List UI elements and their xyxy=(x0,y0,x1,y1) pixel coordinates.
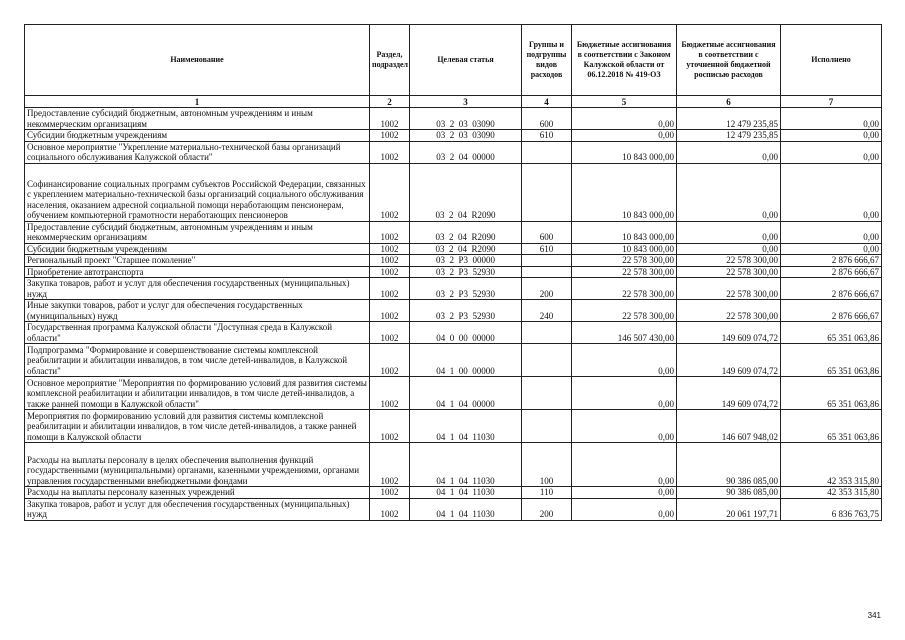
row-executed: 65 351 063,86 xyxy=(781,377,882,410)
row-name: Предоставление субсидий бюджетным, автономным учреждениям и иным некоммерческим организациям xyxy=(25,221,370,243)
row-target: 03 2 04 R2090 xyxy=(410,243,522,255)
table-row xyxy=(25,163,882,221)
row-law-allocation: 22 578 300,00 xyxy=(572,278,677,300)
row-section: 1002 xyxy=(370,130,410,142)
row-name: Закупка товаров, работ и услуг для обеспечения государственных (муниципальных) нужд xyxy=(25,278,370,300)
header-law-allocation: Бюджетные ассигнования в соответствии с Законом Калужской области от 06.12.2018 № 419-ОЗ xyxy=(572,25,677,96)
row-executed: 65 351 063,86 xyxy=(781,410,882,443)
row-group: 200 xyxy=(522,278,572,300)
row-name: Приобретение автотранспорта xyxy=(25,266,370,278)
row-executed: 2 876 666,67 xyxy=(781,266,882,278)
row-refined-allocation: 149 609 074,72 xyxy=(677,377,781,410)
row-target: 03 2 P3 52930 xyxy=(410,300,522,322)
row-name: Расходы на выплаты персоналу в целях обеспечения выполнения функций государственными (муниципальными) органами, казенными учреждениями, органами управления государственными внебюджетными фондами xyxy=(25,443,370,487)
row-law-allocation: 10 843 000,00 xyxy=(572,163,677,221)
table-row xyxy=(25,443,882,487)
row-group xyxy=(522,255,572,267)
table-row xyxy=(25,130,882,142)
table-body xyxy=(25,108,882,521)
header-target: Целевая статья xyxy=(410,25,522,96)
row-law-allocation: 0,00 xyxy=(572,487,677,499)
row-target: 04 1 04 11030 xyxy=(410,487,522,499)
row-target: 04 1 00 00000 xyxy=(410,344,522,377)
row-group xyxy=(522,141,572,163)
row-section: 1002 xyxy=(370,410,410,443)
row-target: 03 2 04 R2090 xyxy=(410,221,522,243)
row-name: Расходы на выплаты персоналу казенных учреждений xyxy=(25,487,370,499)
row-group xyxy=(522,410,572,443)
row-name: Региональный проект "Старшее поколение" xyxy=(25,255,370,267)
table-row xyxy=(25,221,882,243)
row-name: Закупка товаров, работ и услуг для обеспечения государственных (муниципальных) нужд xyxy=(25,498,370,520)
row-refined-allocation: 146 607 948,02 xyxy=(677,410,781,443)
row-section: 1002 xyxy=(370,300,410,322)
col-number: 4 xyxy=(522,96,572,108)
row-target: 03 2 P3 52930 xyxy=(410,278,522,300)
row-target: 04 1 04 11030 xyxy=(410,410,522,443)
row-group: 110 xyxy=(522,487,572,499)
table-row xyxy=(25,243,882,255)
row-refined-allocation: 20 061 197,71 xyxy=(677,498,781,520)
row-target: 03 2 P3 52930 xyxy=(410,266,522,278)
row-executed: 2 876 666,67 xyxy=(781,255,882,267)
row-law-allocation: 0,00 xyxy=(572,443,677,487)
row-section: 1002 xyxy=(370,163,410,221)
row-group: 610 xyxy=(522,130,572,142)
table-row xyxy=(25,498,882,520)
row-refined-allocation: 22 578 300,00 xyxy=(677,300,781,322)
row-section: 1002 xyxy=(370,266,410,278)
row-target: 03 2 04 R2090 xyxy=(410,163,522,221)
row-name: Мероприятия по формированию условий для развития системы комплексной реабилитации и абилитации инвалидов, в том числе детей-инвалидов, а также ранней помощи в Калужской области xyxy=(25,410,370,443)
row-refined-allocation: 90 386 085,00 xyxy=(677,487,781,499)
row-group xyxy=(522,322,572,344)
row-refined-allocation: 0,00 xyxy=(677,141,781,163)
row-law-allocation: 22 578 300,00 xyxy=(572,255,677,267)
row-group: 600 xyxy=(522,108,572,130)
row-target: 03 2 03 03090 xyxy=(410,130,522,142)
col-number: 7 xyxy=(781,96,882,108)
row-law-allocation: 0,00 xyxy=(572,498,677,520)
row-name: Субсидии бюджетным учреждениям xyxy=(25,243,370,255)
row-group xyxy=(522,377,572,410)
row-executed: 42 353 315,80 xyxy=(781,487,882,499)
table-row xyxy=(25,344,882,377)
table-row xyxy=(25,266,882,278)
row-refined-allocation: 149 609 074,72 xyxy=(677,322,781,344)
row-executed: 0,00 xyxy=(781,243,882,255)
table-row xyxy=(25,108,882,130)
row-refined-allocation: 0,00 xyxy=(677,163,781,221)
table-row xyxy=(25,487,882,499)
row-name: Государственная программа Калужской области "Доступная среда в Калужской области" xyxy=(25,322,370,344)
row-executed: 0,00 xyxy=(781,130,882,142)
row-refined-allocation: 22 578 300,00 xyxy=(677,255,781,267)
row-section: 1002 xyxy=(370,498,410,520)
row-law-allocation: 22 578 300,00 xyxy=(572,266,677,278)
row-section: 1002 xyxy=(370,487,410,499)
header-name: Наименование xyxy=(25,25,370,96)
row-name: Иные закупки товаров, работ и услуг для обеспечения государственных (муниципальных) нужд xyxy=(25,300,370,322)
col-number: 5 xyxy=(572,96,677,108)
col-number: 2 xyxy=(370,96,410,108)
row-group: 200 xyxy=(522,498,572,520)
table-row xyxy=(25,255,882,267)
row-law-allocation: 0,00 xyxy=(572,344,677,377)
row-target: 04 0 00 00000 xyxy=(410,322,522,344)
row-law-allocation: 22 578 300,00 xyxy=(572,300,677,322)
row-executed: 2 876 666,67 xyxy=(781,278,882,300)
row-group: 240 xyxy=(522,300,572,322)
row-target: 04 1 04 00000 xyxy=(410,377,522,410)
row-law-allocation: 0,00 xyxy=(572,377,677,410)
row-executed: 0,00 xyxy=(781,163,882,221)
header-row xyxy=(25,25,882,96)
row-section: 1002 xyxy=(370,141,410,163)
row-executed: 0,00 xyxy=(781,221,882,243)
row-section: 1002 xyxy=(370,344,410,377)
row-section: 1002 xyxy=(370,243,410,255)
row-target: 03 2 03 03090 xyxy=(410,108,522,130)
table-row xyxy=(25,141,882,163)
budget-table xyxy=(24,24,882,521)
row-target: 04 1 04 11030 xyxy=(410,443,522,487)
table-row xyxy=(25,278,882,300)
row-group xyxy=(522,266,572,278)
row-refined-allocation: 12 479 235,85 xyxy=(677,108,781,130)
row-group xyxy=(522,344,572,377)
header-section: Раздел, подраздел xyxy=(370,25,410,96)
row-law-allocation: 10 843 000,00 xyxy=(572,141,677,163)
header-refined-allocation: Бюджетные ассигнования в соответствии с уточненной бюджетной росписью расходов xyxy=(677,25,781,96)
row-law-allocation: 0,00 xyxy=(572,130,677,142)
row-law-allocation: 10 843 000,00 xyxy=(572,243,677,255)
row-name: Предоставление субсидий бюджетным, автономным учреждениям и иным некоммерческим организациям xyxy=(25,108,370,130)
row-executed: 65 351 063,86 xyxy=(781,322,882,344)
row-law-allocation: 146 507 430,00 xyxy=(572,322,677,344)
row-section: 1002 xyxy=(370,377,410,410)
table-row xyxy=(25,377,882,410)
row-law-allocation: 10 843 000,00 xyxy=(572,221,677,243)
row-section: 1002 xyxy=(370,221,410,243)
header-groups: Группы и подгруппы видов расходов xyxy=(522,25,572,96)
page-number: 341 xyxy=(867,611,881,620)
row-executed: 2 876 666,67 xyxy=(781,300,882,322)
row-law-allocation: 0,00 xyxy=(572,108,677,130)
row-group: 600 xyxy=(522,221,572,243)
row-target: 04 1 04 11030 xyxy=(410,498,522,520)
row-target: 03 2 P3 00000 xyxy=(410,255,522,267)
row-group: 610 xyxy=(522,243,572,255)
row-name: Основное мероприятие "Мероприятия по формированию условий для развития системы комплексной реабилитации и абилитации инвалидов, в том числе детей-инвалидов, а также ранней помощи в Калужской области" xyxy=(25,377,370,410)
row-section: 1002 xyxy=(370,255,410,267)
col-number: 3 xyxy=(410,96,522,108)
col-number: 6 xyxy=(677,96,781,108)
row-executed: 0,00 xyxy=(781,108,882,130)
row-refined-allocation: 22 578 300,00 xyxy=(677,266,781,278)
row-name: Подпрограмма "Формирование и совершенствование системы комплексной реабилитации и абилитации инвалидов, в том числе детей-инвалидов, в Калужской области" xyxy=(25,344,370,377)
row-section: 1002 xyxy=(370,322,410,344)
row-executed: 6 836 763,75 xyxy=(781,498,882,520)
table-row xyxy=(25,410,882,443)
row-refined-allocation: 0,00 xyxy=(677,221,781,243)
row-executed: 42 353 315,80 xyxy=(781,443,882,487)
row-group: 100 xyxy=(522,443,572,487)
row-group xyxy=(522,163,572,221)
row-name: Софинансирование социальных программ субъектов Российской Федерации, связанных с укреплением материально-технической базы организаций социального обслуживания населения, оказанием адресной социальной помощи неработающим пенсионерам, обучением компьютерной грамотности неработающих пенсионеров xyxy=(25,163,370,221)
row-section: 1002 xyxy=(370,108,410,130)
row-refined-allocation: 22 578 300,00 xyxy=(677,278,781,300)
table-row xyxy=(25,322,882,344)
header-executed: Исполнено xyxy=(781,25,882,96)
row-refined-allocation: 149 609 074,72 xyxy=(677,344,781,377)
column-number-row xyxy=(25,96,882,108)
row-executed: 65 351 063,86 xyxy=(781,344,882,377)
col-number: 1 xyxy=(25,96,370,108)
row-refined-allocation: 12 479 235,85 xyxy=(677,130,781,142)
row-refined-allocation: 90 386 085,00 xyxy=(677,443,781,487)
row-section: 1002 xyxy=(370,443,410,487)
row-section: 1002 xyxy=(370,278,410,300)
row-law-allocation: 0,00 xyxy=(572,410,677,443)
table-row xyxy=(25,300,882,322)
row-name: Основное мероприятие "Укрепление материально-технической базы организаций социального обслуживания Калужской области" xyxy=(25,141,370,163)
row-name: Субсидии бюджетным учреждениям xyxy=(25,130,370,142)
row-refined-allocation: 0,00 xyxy=(677,243,781,255)
row-executed: 0,00 xyxy=(781,141,882,163)
row-target: 03 2 04 00000 xyxy=(410,141,522,163)
